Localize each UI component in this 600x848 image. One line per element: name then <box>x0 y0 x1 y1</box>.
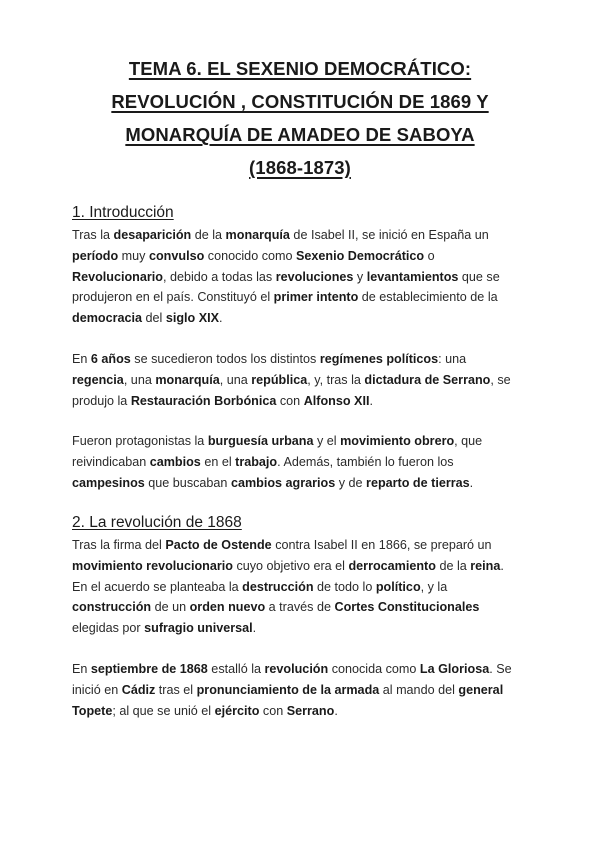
bold-term: república <box>251 372 308 387</box>
text-line <box>72 618 542 639</box>
text-run: con <box>259 703 287 718</box>
text-run: produjo la <box>72 393 131 408</box>
text-run: de la <box>435 558 471 573</box>
bold-term: monarquía <box>155 372 220 387</box>
text-run: muy <box>118 248 149 263</box>
text-run: de establecimiento de la <box>358 290 498 305</box>
paragraph <box>72 535 542 639</box>
text-run: estalló la <box>207 662 265 676</box>
bold-term: septiembre de 1868 <box>90 662 208 676</box>
bold-term: destrucción <box>242 579 314 594</box>
text-line <box>72 287 542 308</box>
bold-term: Restauración Borbónica <box>130 393 277 408</box>
bold-term: político <box>375 579 421 594</box>
text-run: . <box>252 621 257 636</box>
text-run: , que <box>454 434 483 448</box>
text-run: reivindicaban <box>72 454 150 469</box>
text-run: ; al que se unió el <box>112 703 215 718</box>
text-line <box>72 577 542 598</box>
bold-term: desaparición <box>113 228 192 242</box>
text-run: Tras la <box>72 228 114 242</box>
bold-term: regímenes políticos <box>319 352 439 366</box>
bold-term: siglo XIX <box>165 311 220 326</box>
text-run: de la <box>191 228 226 242</box>
text-line <box>72 556 542 577</box>
text-run: , y la <box>420 579 448 594</box>
paragraph <box>72 431 542 493</box>
text-run: Fueron protagonistas la <box>72 434 208 448</box>
text-run: del <box>142 311 166 326</box>
paragraph <box>72 659 542 721</box>
paragraph <box>72 349 542 411</box>
bold-term: Serrano <box>286 703 335 718</box>
text-line <box>72 680 542 701</box>
text-run: , debido a todas las <box>162 269 276 284</box>
text-run: elegidas por <box>72 621 145 636</box>
bold-term: regencia <box>72 372 124 387</box>
text-run: . <box>500 558 504 573</box>
bold-term: orden nuevo <box>189 600 266 615</box>
text-run: de todo lo <box>313 579 376 594</box>
paragraph <box>72 225 542 329</box>
title-line-3: MONARQUÍA DE AMADEO DE SABOYA <box>125 124 475 145</box>
bold-term: democracia <box>72 311 143 326</box>
bold-term: Alfonso XII <box>303 393 370 408</box>
text-run: contra Isabel II en 1866, se preparó un <box>271 538 492 552</box>
text-run: o <box>424 248 435 263</box>
bold-term: monarquía <box>225 228 290 242</box>
text-run: produjeron en el país. Constituyó el <box>72 290 274 305</box>
text-line <box>72 391 542 412</box>
bold-term: Revolucionario <box>72 269 163 284</box>
bold-term: cambios agrarios <box>230 475 336 490</box>
text-run: En el acuerdo se planteaba la <box>72 579 243 594</box>
text-run: . Se <box>489 662 512 676</box>
text-run: En <box>72 662 91 676</box>
text-run: conocida como <box>328 662 420 676</box>
bold-term: reparto de tierras <box>366 475 470 490</box>
bold-term: revoluciones <box>275 269 354 284</box>
text-line <box>72 659 542 680</box>
text-run: con <box>276 393 304 408</box>
bold-term: dictadura de Serrano <box>364 372 491 387</box>
text-line <box>72 225 542 246</box>
text-run: . Además, también lo fueron los <box>277 454 454 469</box>
bold-term: Cortes Constitucionales <box>334 600 480 615</box>
bold-term: movimiento revolucionario <box>72 558 233 573</box>
text-run: cuyo objetivo era el <box>232 558 349 573</box>
text-line <box>72 535 542 556</box>
text-run: En <box>72 352 91 366</box>
bold-term: cambios <box>149 454 201 469</box>
title-line-1: TEMA 6. EL SEXENIO DEMOCRÁTICO: <box>128 58 472 79</box>
text-line <box>72 308 542 329</box>
text-run: . <box>334 703 338 718</box>
text-run: de un <box>151 600 190 615</box>
text-run: : una <box>438 352 467 366</box>
text-run: inició en <box>72 682 122 697</box>
text-run: se sucedieron todos los distintos <box>130 352 320 366</box>
title-line-2: REVOLUCIÓN , CONSTITUCIÓN DE 1869 Y <box>111 91 489 112</box>
bold-term: construcción <box>72 600 152 615</box>
text-line <box>72 246 542 267</box>
text-run: y de <box>335 475 367 490</box>
bold-term: Pacto de Ostende <box>165 538 272 552</box>
bold-term: Sexenio Democrático <box>296 248 425 263</box>
text-run: . <box>219 311 223 326</box>
text-line <box>72 597 542 618</box>
bold-term: La Gloriosa <box>419 662 490 676</box>
text-line <box>72 473 542 494</box>
text-line <box>72 431 542 452</box>
text-run: que buscaban <box>144 475 231 490</box>
text-run: . <box>369 393 373 408</box>
text-run: de Isabel II, se inició en España un <box>289 228 489 242</box>
text-run: , una <box>219 372 252 387</box>
bold-term: primer intento <box>273 290 359 305</box>
text-run: . <box>469 475 474 490</box>
bold-term: burguesía urbana <box>207 434 314 448</box>
text-run: conocido como <box>204 248 296 263</box>
bold-term: general <box>458 682 504 697</box>
text-line <box>72 370 542 391</box>
bold-term: pronunciamiento de la armada <box>196 682 380 697</box>
text-line <box>72 349 542 370</box>
text-run: y <box>353 269 367 284</box>
title-line-4: (1868-1873) <box>249 157 351 178</box>
bold-term: Topete <box>72 703 113 718</box>
bold-term: ejército <box>214 703 260 718</box>
bold-term: movimiento obrero <box>340 434 455 448</box>
bold-term: derrocamiento <box>348 558 436 573</box>
bold-term: reina <box>470 558 501 573</box>
section-heading-introduccion: 1. Introducción <box>72 204 174 221</box>
bold-term: trabajo <box>235 454 278 469</box>
text-run: que se <box>458 269 500 284</box>
bold-term: 6 años <box>90 352 131 366</box>
text-run: y el <box>313 434 341 448</box>
bold-term: levantamientos <box>366 269 459 284</box>
text-run: , y, tras la <box>307 372 365 387</box>
text-run: en el <box>200 454 236 469</box>
text-line <box>72 452 542 473</box>
text-run: , se <box>490 372 511 387</box>
bold-term: período <box>72 248 119 263</box>
text-run: , una <box>123 372 156 387</box>
bold-term: Cádiz <box>121 682 156 697</box>
text-line <box>72 267 542 288</box>
text-run: Tras la firma del <box>72 538 166 552</box>
bold-term: campesinos <box>72 475 145 490</box>
bold-term: revolución <box>264 662 329 676</box>
text-run: tras el <box>155 682 197 697</box>
text-run: a través de <box>265 600 335 615</box>
text-line <box>72 701 542 722</box>
section-heading-revolucion-1868: 2. La revolución de 1868 <box>72 514 242 531</box>
bold-term: convulso <box>148 248 205 263</box>
bold-term: sufragio universal <box>144 621 253 636</box>
text-run: al mando del <box>379 682 459 697</box>
